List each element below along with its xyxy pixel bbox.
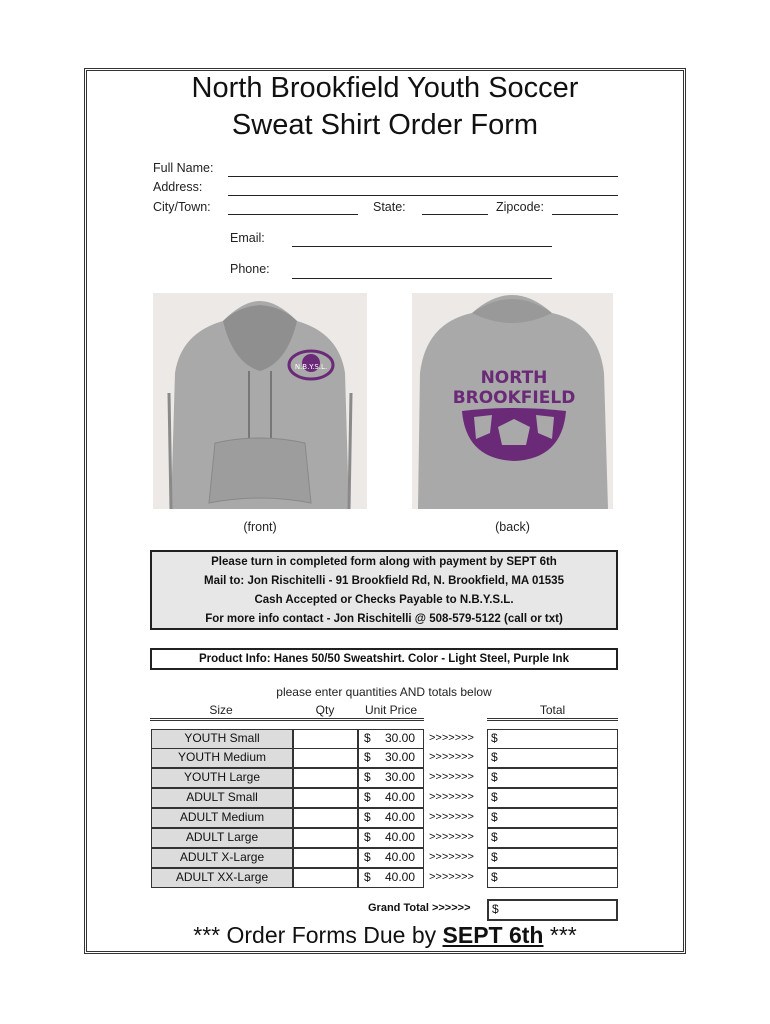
total-input[interactable]: $ xyxy=(487,828,618,848)
due-date-banner xyxy=(90,922,680,949)
back-caption: (back) xyxy=(495,520,530,534)
info-line-payment: Cash Accepted or Checks Payable to N.B.Y.S.L. xyxy=(254,594,514,606)
city-field[interactable] xyxy=(228,214,358,215)
sweatshirt-front-image xyxy=(153,293,367,509)
row-arrow: >>>>>>> xyxy=(429,851,474,863)
info-line-deadline: Please turn in completed form along with payment by SEPT 6th xyxy=(211,556,557,568)
row-arrow: >>>>>>> xyxy=(429,811,474,823)
currency-sign: $ xyxy=(364,731,371,745)
total-input[interactable]: $ xyxy=(487,768,618,788)
qty-header: Qty xyxy=(315,703,335,717)
total-input[interactable]: $ xyxy=(487,729,618,749)
size-cell: ADULT X-Large xyxy=(151,848,293,868)
row-arrow: >>>>>>> xyxy=(429,751,474,763)
size-header: Size xyxy=(209,703,233,717)
unit-price-value: 30.00 xyxy=(384,750,415,764)
product-info-box: Product Info: Hanes 50/50 Sweatshirt. Color - Light Steel, Purple Ink xyxy=(150,648,618,670)
state-label: State: xyxy=(373,200,406,214)
back-text-north: NORTH xyxy=(480,368,548,388)
unit-price-cell xyxy=(358,848,424,868)
grand-total-input[interactable]: $ xyxy=(487,899,618,921)
state-field[interactable] xyxy=(422,214,488,215)
qty-input[interactable] xyxy=(293,748,358,768)
unit-price-cell xyxy=(358,788,424,808)
address-field[interactable] xyxy=(228,195,618,196)
qty-input[interactable] xyxy=(293,868,358,888)
grand-total-label: Grand Total >>>>>> xyxy=(368,902,471,914)
sweatshirt-back-image xyxy=(412,293,613,509)
info-line-contact: For more info contact - Jon Rischitelli @ 508-579-5122 (call or txt) xyxy=(205,613,563,625)
form-title-line1: North Brookfield Youth Soccer xyxy=(191,72,579,104)
unit-price-value: 30.00 xyxy=(384,770,415,784)
currency-sign: $ xyxy=(364,750,371,764)
phone-field[interactable] xyxy=(292,278,552,279)
zipcode-label: Zipcode: xyxy=(496,200,544,214)
footer-suffix: *** xyxy=(543,922,577,948)
row-arrow: >>>>>>> xyxy=(429,791,474,803)
unit-price-value: 40.00 xyxy=(384,810,415,824)
currency-sign: $ xyxy=(364,810,371,824)
size-cell: ADULT XX-Large xyxy=(151,868,293,888)
unit-price-cell xyxy=(358,828,424,848)
address-label: Address: xyxy=(153,180,203,194)
unit-price-cell xyxy=(358,808,424,828)
city-label: City/Town: xyxy=(153,200,211,214)
unit-price-value: 40.00 xyxy=(384,870,415,884)
qty-input[interactable] xyxy=(293,808,358,828)
email-field[interactable] xyxy=(292,246,552,247)
unit-price-cell xyxy=(358,729,424,749)
qty-input[interactable] xyxy=(293,729,358,749)
size-cell: YOUTH Medium xyxy=(151,748,293,768)
size-cell: YOUTH Large xyxy=(151,768,293,788)
email-label: Email: xyxy=(230,231,265,245)
back-text-brookfield: BROOKFIELD xyxy=(452,388,576,408)
total-header: Total xyxy=(539,703,566,717)
size-cell: YOUTH Small xyxy=(151,729,293,749)
total-input[interactable]: $ xyxy=(487,748,618,768)
phone-label: Phone: xyxy=(230,262,270,276)
footer-prefix: *** Order Forms Due by xyxy=(193,922,443,948)
info-line-mail: Mail to: Jon Rischitelli - 91 Brookfield Rd, N. Brookfield, MA 01535 xyxy=(204,575,564,587)
row-arrow: >>>>>>> xyxy=(429,732,474,744)
full-name-label: Full Name: xyxy=(153,161,214,175)
currency-sign: $ xyxy=(364,830,371,844)
table-header-rule xyxy=(150,718,424,721)
total-input[interactable]: $ xyxy=(487,848,618,868)
unit-price-value: 40.00 xyxy=(384,850,415,864)
payment-info-box xyxy=(150,550,618,630)
zipcode-field[interactable] xyxy=(552,214,618,215)
total-input[interactable]: $ xyxy=(487,808,618,828)
row-arrow: >>>>>>> xyxy=(429,771,474,783)
currency-sign: $ xyxy=(364,790,371,804)
unit-price-header: Unit Price xyxy=(364,703,417,717)
form-title-line2: Sweat Shirt Order Form xyxy=(231,109,539,141)
size-cell: ADULT Small xyxy=(151,788,293,808)
size-cell: ADULT Large xyxy=(151,828,293,848)
unit-price-cell xyxy=(358,748,424,768)
qty-input[interactable] xyxy=(293,848,358,868)
unit-price-value: 40.00 xyxy=(384,830,415,844)
table-instruction: please enter quantities AND totals below xyxy=(276,685,492,699)
total-header-rule xyxy=(487,718,618,721)
full-name-field[interactable] xyxy=(228,176,618,177)
footer-deadline: SEPT 6th xyxy=(442,922,544,948)
unit-price-cell xyxy=(358,868,424,888)
unit-price-cell xyxy=(358,768,424,788)
size-cell: ADULT Medium xyxy=(151,808,293,828)
currency-sign: $ xyxy=(364,850,371,864)
unit-price-value: 40.00 xyxy=(384,790,415,804)
front-caption: (front) xyxy=(243,520,277,534)
front-logo-text: N.B.Y.S.L. xyxy=(294,363,328,371)
total-input[interactable]: $ xyxy=(487,868,618,888)
currency-sign: $ xyxy=(364,870,371,884)
qty-input[interactable] xyxy=(293,828,358,848)
total-input[interactable]: $ xyxy=(487,788,618,808)
unit-price-value: 30.00 xyxy=(384,731,415,745)
currency-sign: $ xyxy=(364,770,371,784)
qty-input[interactable] xyxy=(293,768,358,788)
qty-input[interactable] xyxy=(293,788,358,808)
row-arrow: >>>>>>> xyxy=(429,831,474,843)
row-arrow: >>>>>>> xyxy=(429,871,474,883)
